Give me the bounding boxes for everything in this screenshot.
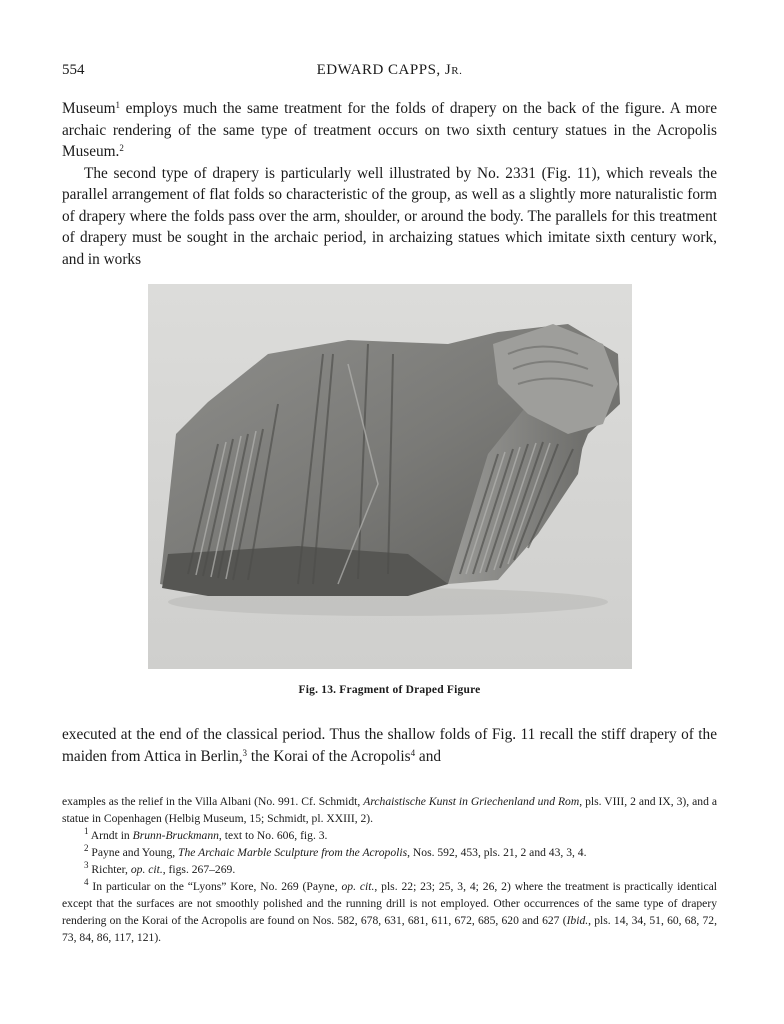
footnote-continuation: [62, 793, 717, 827]
paragraph-3-text-b: the Korai of the Acropolis: [247, 747, 411, 765]
page-header: [62, 62, 717, 86]
footnote-3-text-b: , figs. 267–269.: [162, 863, 236, 876]
paragraph-1-text-b: employs much the same treatment for the folds of drapery on the back of the figure. A more archaic rendering of the same type of treatment occurs on two sixth century statues in the Acropolis Museum.: [62, 100, 717, 160]
footnote-2-title: The Archaic Marble Sculpture from the Acropolis: [178, 846, 408, 859]
footnote-ref-4: 4: [410, 747, 416, 758]
paragraph-3: [62, 724, 717, 767]
footnote-3-text-a: Richter,: [88, 863, 131, 876]
figure-photo: [148, 284, 632, 669]
footnote-4-title-2: Ibid.: [566, 914, 589, 927]
footnote-4: [62, 878, 717, 946]
sculpture-fragment-image: [148, 284, 632, 669]
paragraph-1: [62, 98, 717, 163]
footnote-4-title: op. cit.: [341, 880, 375, 893]
footnote-ref-3: 3: [242, 747, 248, 758]
footnote-1: [62, 827, 717, 844]
footnote-1-title: Brunn-Bruckmann: [132, 829, 219, 842]
footnote-1-mark: 1: [84, 826, 89, 836]
footnote-2-text-b: , Nos. 592, 453, pls. 21, 2 and 43, 3, 4.: [407, 846, 587, 859]
footnote-2: [62, 844, 717, 861]
body-text-top: [62, 98, 717, 270]
footnote-3: [62, 861, 717, 878]
footnote-cont-title: Archaistische Kunst in Griechenland und Rom: [363, 795, 580, 808]
paragraph-3-text-a: executed at the end of the classical period. Thus the shallow folds of Fig. 11 recall the stiff drapery of the maiden from Attica in Berlin,: [62, 726, 717, 765]
footnote-1-text-a: Arndt in: [88, 829, 133, 842]
footnote-cont-text-b: , pls. VIII, 2 and IX, 3), and a statue in Copenhagen (Helbig Museum, 15; Schmidt, pl. XXIII, 2).: [62, 795, 718, 825]
footnote-cont-text-a: examples as the relief in the Villa Albani (No. 991. Cf. Schmidt,: [62, 795, 364, 808]
footnote-ref-2: 2: [119, 143, 124, 153]
running-head: [62, 62, 717, 79]
footnote-2-text-a: Payne and Young,: [88, 846, 179, 859]
page-number: 554: [62, 62, 85, 78]
paragraph-3-text-c: and: [415, 747, 442, 765]
figure-caption: Fig. 13. Fragment of Draped Figure: [298, 684, 481, 696]
footnote-1-text-b: , text to No. 606, fig. 3.: [218, 829, 328, 842]
footnote-4-mark: 4: [84, 877, 89, 887]
footnote-2-mark: 2: [84, 843, 89, 853]
footnote-4-text-c: , pls. 14, 34, 51, 60, 68, 72, 73, 84, 86, 117, 121).: [62, 914, 717, 944]
footnotes: [62, 793, 717, 946]
paragraph-2: The second type of drapery is particularly well illustrated by No. 2331 (Fig. 11), which reveals the parallel arrangement of flat folds so characteristic of the group, as well as a slightly more naturalistic form of drapery where the folds pass over the arm, shoulder, or around the body. The parallels for this treatment of drapery must be sought in the archaic period, in archaizing statues which imitate sixth century work, and in works: [62, 164, 717, 268]
footnote-3-mark: 3: [84, 860, 89, 870]
footnote-3-title: op. cit.: [130, 863, 163, 876]
footnote-ref-1: 1: [115, 100, 121, 110]
footnote-4-text-b: , pls. 22; 23; 25, 3, 4; 26, 2) where the treatment is practically identical except that the surfaces are not smoothly polished and the running drill is not employed. Other occurrences of the same type of drapery rendering on the Korai of the Acropolis are found on Nos. 582, 678, 631, 681, 611, 672, 685, 620 and 627 (: [62, 880, 717, 927]
running-head-suffix: R.: [451, 65, 463, 77]
footnote-4-text-a: In particular on the “Lyons” Kore, No. 269 (Payne,: [88, 880, 342, 893]
body-text-bottom: [62, 724, 717, 767]
running-head-author: EDWARD CAPPS, J: [316, 62, 452, 78]
paragraph-1-text-a: Museum: [62, 100, 116, 117]
